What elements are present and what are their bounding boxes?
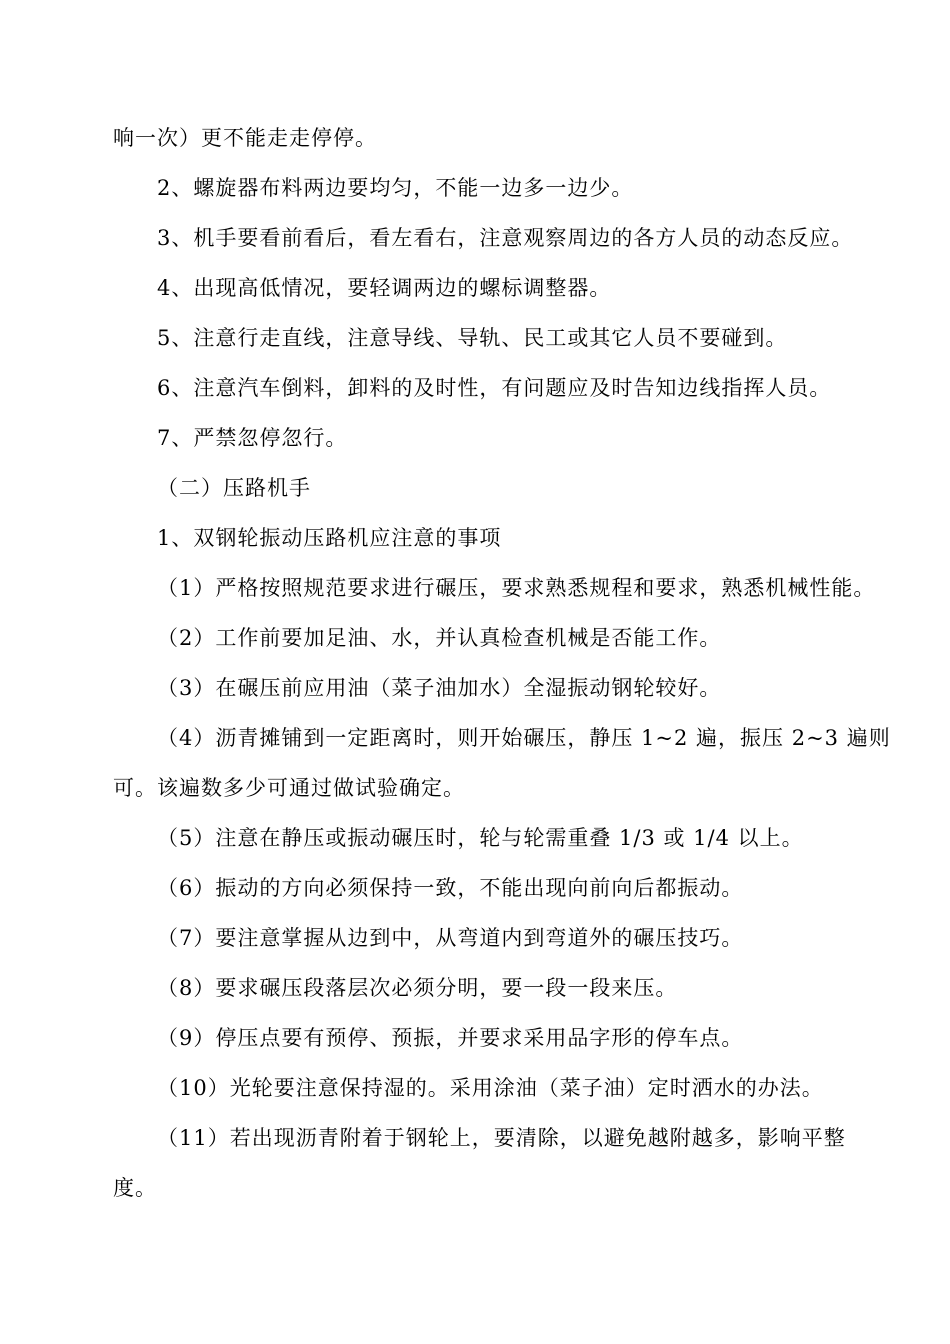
list-item: （2）工作前要加足油、水，并认真检查机械是否能工作。 [157, 626, 722, 650]
list-item: 7、严禁忽停忽行。 [157, 426, 348, 450]
list-item: 4、出现高低情况，要轻调两边的螺标调整器。 [157, 276, 612, 300]
paragraph-continuation: 度。 [113, 1176, 157, 1200]
list-item: （9）停压点要有预停、预振，并要求采用品字形的停车点。 [157, 1026, 744, 1050]
list-item: （10）光轮要注意保持湿的。采用涂油（菜子油）定时洒水的办法。 [157, 1076, 824, 1100]
list-item: （6）振动的方向必须保持一致，不能出现向前向后都振动。 [157, 876, 744, 900]
list-item: （1）严格按照规范要求进行碾压，要求熟悉规程和要求，熟悉机械性能。 [157, 576, 876, 600]
list-item: 3、机手要看前看后，看左看右，注意观察周边的各方人员的动态反应。 [157, 226, 854, 250]
list-item: （3）在碾压前应用油（菜子油加水）全湿振动钢轮较好。 [157, 676, 722, 700]
paragraph-continuation: 响一次）更不能走走停停。 [113, 126, 377, 150]
list-item: 2、螺旋器布料两边要均匀，不能一边多一边少。 [157, 176, 634, 200]
paragraph-continuation: 可。该遍数多少可通过做试验确定。 [113, 776, 465, 800]
list-item: （8）要求碾压段落层次必须分明，要一段一段来压。 [157, 976, 678, 1000]
section-heading: （二）压路机手 [157, 476, 311, 500]
list-item: 5、注意行走直线，注意导线、导轨、民工或其它人员不要碰到。 [157, 326, 788, 350]
list-item: （11）若出现沥青附着于钢轮上，要清除，以避免越附越多，影响平整 [157, 1126, 846, 1150]
list-item: 6、注意汽车倒料，卸料的及时性，有问题应及时告知边线指挥人员。 [157, 376, 832, 400]
subsection-heading: 1、双钢轮振动压路机应注意的事项 [157, 526, 502, 550]
list-item: （4）沥青摊铺到一定距离时，则开始碾压，静压 1~2 遍，振压 2~3 遍则 [157, 726, 891, 750]
document-body [113, 113, 891, 1213]
list-item: （5）注意在静压或振动碾压时，轮与轮需重叠 1/3 或 1/4 以上。 [157, 826, 804, 850]
list-item: （7）要注意掌握从边到中，从弯道内到弯道外的碾压技巧。 [157, 926, 744, 950]
